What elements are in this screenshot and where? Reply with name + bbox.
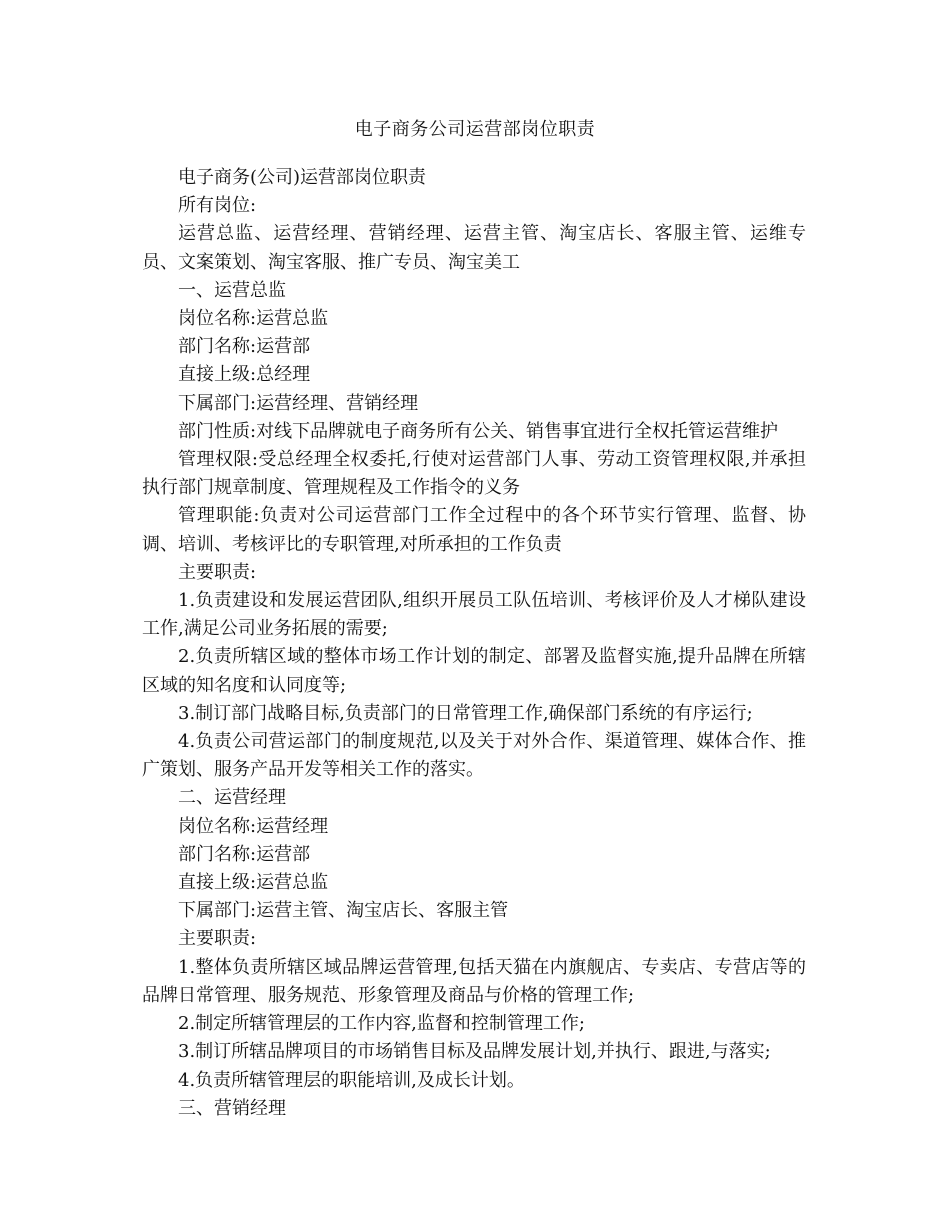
- paragraph-management-authority: 管理权限:受总经理全权委托,行使对运营部门人事、劳动工资管理权限,并承担执行部门规章制度、管理规程及工作指令的义务: [142, 449, 806, 499]
- paragraph-job-title: 岗位名称:运营经理: [178, 815, 329, 837]
- list-item-duty: 1.负责建设和发展运营团队,组织开展员工队伍培训、考核评价及人才梯队建设工作,满足公司业务拓展的需要;: [142, 590, 806, 640]
- list-item-duty: 3.制订所辖品牌项目的市场销售目标及品牌发展计划,并执行、跟进,与落实;: [178, 1041, 771, 1063]
- paragraph-department-nature: 部门性质:对线下品牌就电子商务所有公关、销售事宜进行全权托管运营维护: [178, 420, 779, 442]
- section-heading-operations-manager: 二、运营经理: [178, 787, 286, 809]
- paragraph-subtitle: 电子商务(公司)运营部岗位职责: [178, 167, 427, 188]
- list-item-duty: 4.负责所辖管理层的职能培训,及成长计划。: [178, 1069, 525, 1091]
- section-heading-operations-director: 一、运营总监: [178, 279, 286, 301]
- section-heading-marketing-manager: 三、营销经理: [178, 1097, 286, 1119]
- paragraph-all-positions-label: 所有岗位:: [178, 195, 257, 217]
- paragraph-management-function: 管理职能:负责对公司运营部门工作全过程中的各个环节实行管理、监督、协调、培训、考核评比的专职管理,对所承担的工作负责: [142, 505, 806, 555]
- paragraph-job-title: 岗位名称:运营总监: [178, 308, 329, 330]
- list-item-duty: 3.制订部门战略目标,负责部门的日常管理工作,确保部门系统的有序运行;: [178, 702, 753, 724]
- paragraph-all-positions-list: 运营总监、运营经理、营销经理、运营主管、淘宝店长、客服主管、运维专员、文案策划、淘宝客服、推广专员、淘宝美工: [142, 223, 806, 273]
- list-item-duty: 4.负责公司营运部门的制度规范,以及关于对外合作、渠道管理、媒体合作、推广策划、服务产品开发等相关工作的落实。: [142, 731, 806, 781]
- paragraph-main-duties-label: 主要职责:: [178, 928, 257, 950]
- paragraph-subordinate-departments: 下属部门:运营经理、营销经理: [178, 392, 419, 414]
- paragraph-direct-superior: 直接上级:总经理: [178, 364, 311, 386]
- list-item-duty: 2.负责所辖区域的整体市场工作计划的制定、部署及监督实施,提升品牌在所辖区域的知名度和认同度等;: [142, 646, 806, 696]
- document-body: [142, 164, 806, 1123]
- paragraph-department-name: 部门名称:运营部: [178, 843, 311, 865]
- paragraph-subordinate-departments: 下属部门:运营主管、淘宝店长、客服主管: [178, 900, 509, 922]
- list-item-duty: 1.整体负责所辖区域品牌运营管理,包括天猫在内旗舰店、专卖店、专营店等的品牌日常管理、服务规范、形象管理及商品与价格的管理工作;: [142, 956, 806, 1006]
- paragraph-main-duties-label: 主要职责:: [178, 561, 257, 583]
- paragraph-department-name: 部门名称:运营部: [178, 336, 311, 358]
- list-item-duty: 2.制定所辖管理层的工作内容,监督和控制管理工作;: [178, 1013, 585, 1035]
- paragraph-direct-superior: 直接上级:运营总监: [178, 872, 329, 894]
- document-title: 电子商务公司运营部岗位职责: [354, 119, 596, 140]
